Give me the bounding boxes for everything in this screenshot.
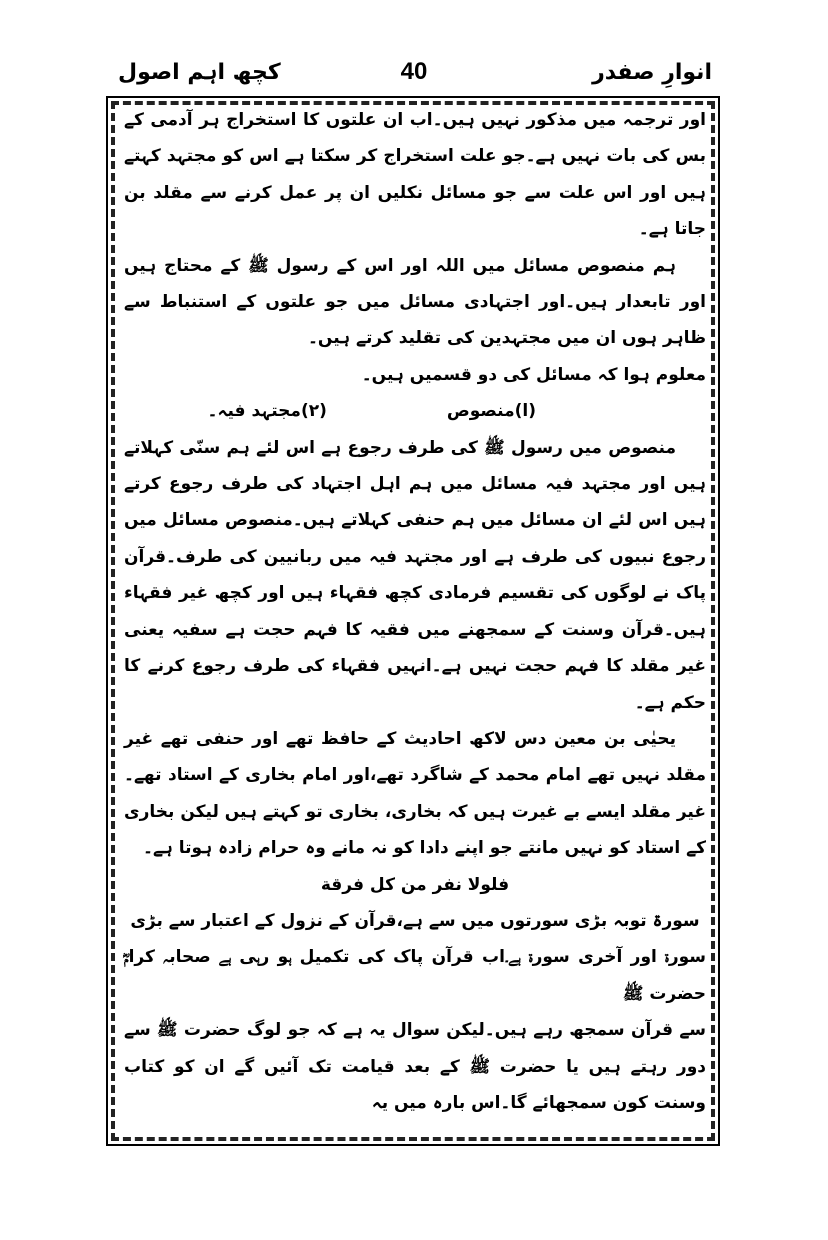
paragraph-1: اور ترجمہ میں مذکور نہیں ہیں۔اب ان علتوں کا استخراج ہر آدمی کے بس کی بات نہیں ہے۔جو علت استخراج کر سکتا ہے اس کو مجتہد کہتے ہیں اور اس علت سے جو مسائل نکلیں ان پر عمل کرنے سے مقلد بن جاتا ہے۔ — [124, 110, 706, 240]
issue-types — [124, 393, 706, 429]
paragraph-6a: سورۃ توبہ بڑی سورتوں میں سے ہے،قرآن کے نزول کے اعتبار سے بڑی — [130, 910, 700, 931]
page-number: 40 — [400, 58, 428, 85]
paragraph-5: یحیٰی بن معین دس لاکھ احادیث کے حافظ تھے اور حنفی تھے غیر مقلد نہیں تھے امام محمد کے شاگرد تھے،اور امام بخاری کے استاد تھے۔غیر مقلد ایسے بے غیرت ہیں کہ بخاری، بخاری تو کہتے ہیں لیکن بخاری کے استاد کو نہیں مانتے جو اپنے دادا کو نہ مانے وہ حرام زادہ ہوتا ہے۔ — [124, 728, 706, 859]
paragraph-3: معلوم ہوا کہ مسائل کی دو قسمیں ہیں۔ — [361, 364, 706, 385]
paragraph-7: سے قرآن سمجھ رہے ہیں۔لیکن سوال یہ ہے کہ جو لوگ حضرت ﷺ سے دور رہتے ہیں یا حضرت ﷺ کے بعد قیامت تک آئیں گے ان کو کتاب وسنت کون سمجھائے گا۔اس بارہ میں یہ — [124, 1020, 706, 1113]
book-title: انوارِ صفدر — [592, 60, 712, 85]
page-body — [124, 102, 706, 1121]
paragraph-6b: سورۃ اور آخری سورۃ ہے۔اب قرآن پاک کی تکمیل ہو رہی ہے صحابہ کرامؓ حضرت ﷺ — [124, 947, 706, 1004]
paragraph-2: ہم منصوص مسائل میں اللہ اور اس کے رسول ﷺ کے محتاج ہیں اور تابعدار ہیں۔اور اجتہادی مسائل میں جو علتوں کے استنباط سے ظاہر ہوں ان میں مجتہدین کی تقلید کرتے ہیں۔ — [124, 255, 706, 349]
section-subheading: فلولا نفر من کل فرقة — [320, 874, 510, 895]
page-border-frame — [106, 96, 720, 1146]
issue-type-1: (ا)منصوص — [446, 401, 536, 422]
paragraph-4: منصوص میں رسول ﷺ کی طرف رجوع ہے اس لئے ہم سنّی کہلاتے ہیں اور مجتہد فیہ مسائل میں ہم اہل اجتہاد کی طرف رجوع کرتے ہیں اس لئے ان مسائل میں ہم حنفی کہلاتے ہیں۔منصوص مسائل میں رجوع نبیوں کی طرف ہے اور مجتہد فیہ میں ربانیین کی طرف۔قرآن پاک نے لوگوں کی تقسیم فرمادی کچھ فقہاء ہیں اور کچھ غیر فقہاء ہیں۔قرآن وسنت کے سمجھنے میں فقیہ کا فہم حجت ہے سفیہ یعنی غیر مقلد کا فہم حجت نہیں ہے۔انہیں فقہاء کی طرف رجوع کرنے کا حکم ہے۔ — [124, 437, 706, 713]
chapter-title: کچھ اہم اصول — [118, 60, 281, 85]
issue-type-2: (۲)مجتہد فیہ۔ — [207, 401, 327, 422]
page-header — [110, 58, 718, 94]
